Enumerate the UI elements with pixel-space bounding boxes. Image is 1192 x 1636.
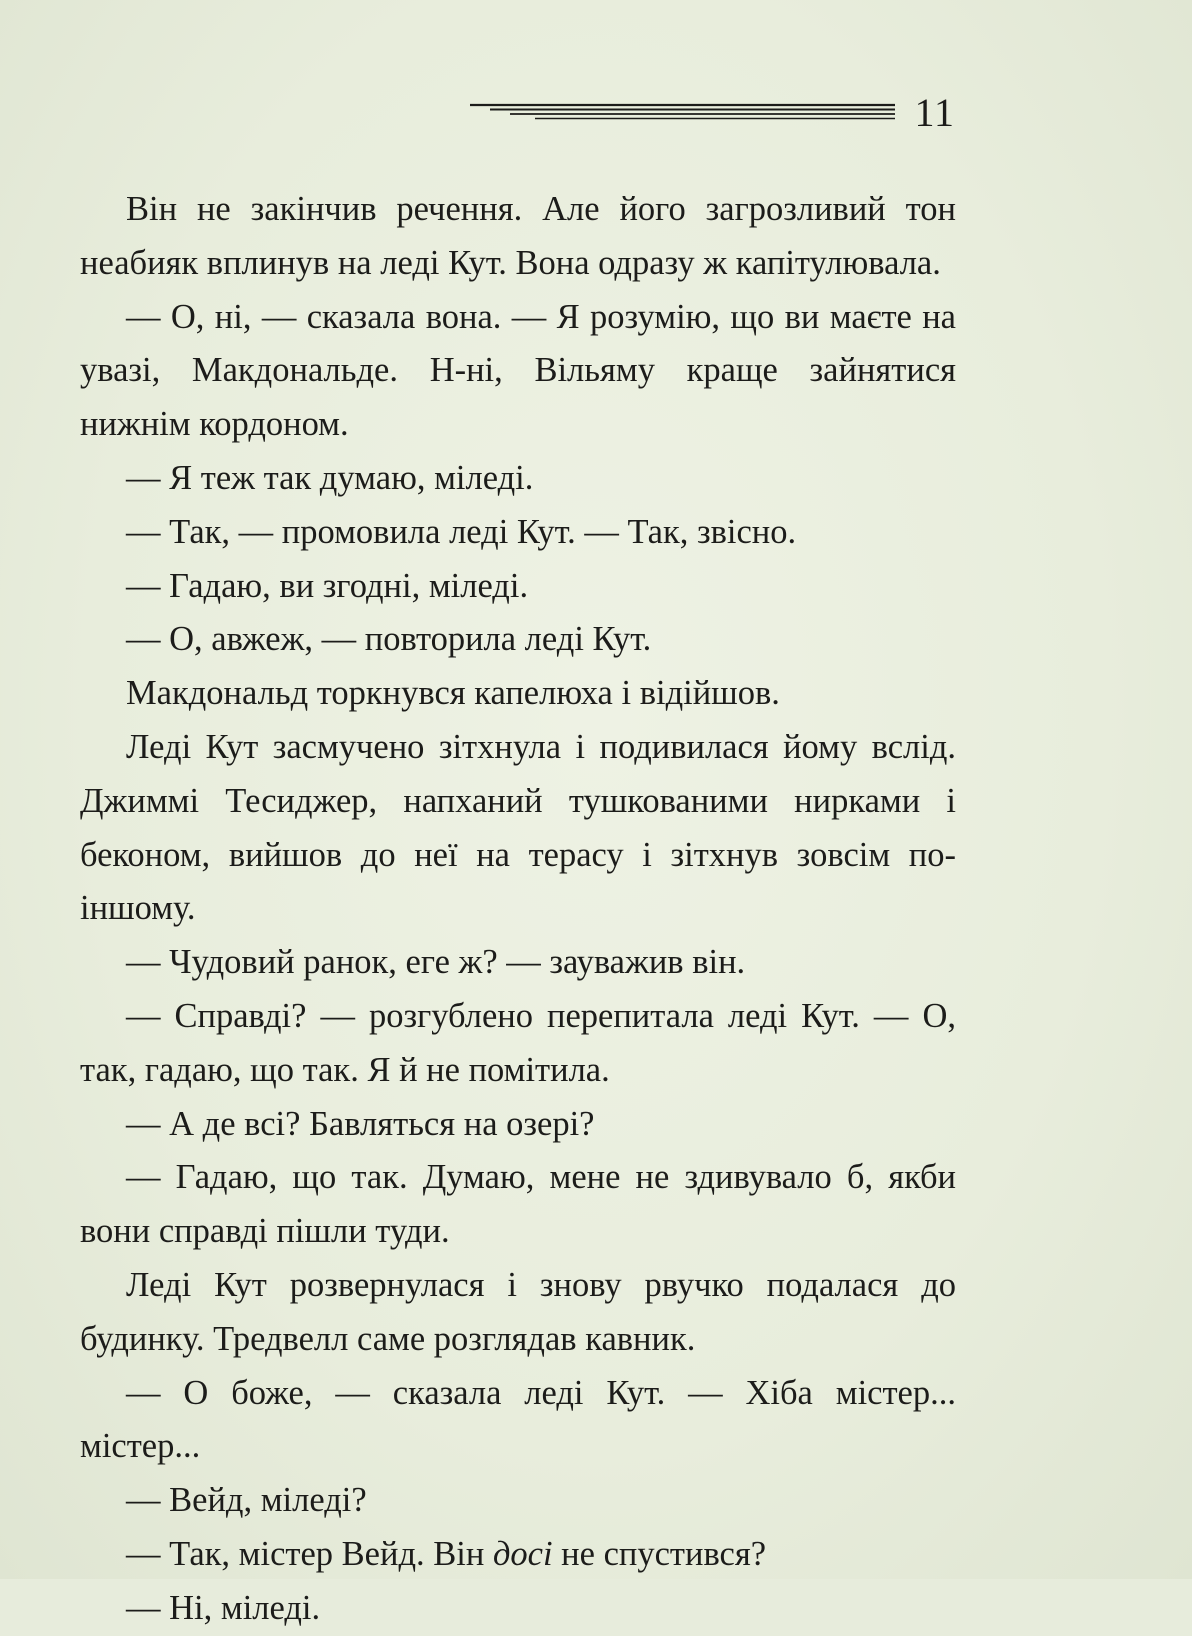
paragraph: — Гадаю, що так. Думаю, мене не здивувало б, якби вони справді пішли туди.	[80, 1158, 956, 1251]
paragraph: — О, ні, — сказала вона. — Я розумію, що ви маєте на увазі, Макдональде. Н-ні, Вільяму краще зайнятися нижнім кордоном.	[80, 297, 956, 444]
paragraph: — Ні, міледі.	[126, 1588, 321, 1627]
paragraph: — Так, — промовила леді Кут. — Так, звісно.	[126, 512, 797, 551]
paragraph: — А де всі? Бавляться на озері?	[126, 1104, 595, 1143]
paragraph: — Чудовий ранок, еге ж? — зауважив він.	[126, 943, 746, 982]
text-run: не спустився?	[552, 1534, 767, 1573]
page-number: 11	[914, 90, 955, 135]
paragraph: — О боже, — сказала леді Кут. — Хіба містер... містер...	[80, 1373, 956, 1466]
paragraph: — Справді? — розгублено перепитала леді Кут. — О, так, гадаю, що так. Я й не помітила.	[80, 996, 956, 1089]
paragraph: — Я теж так думаю, міледі.	[126, 458, 534, 497]
text-run: — Так, містер Вейд. Він	[126, 1534, 493, 1573]
emphasized-word: досі	[492, 1534, 553, 1573]
paragraph: Макдональд торкнувся капелюха і відійшов.	[126, 674, 780, 713]
paragraph: — Гадаю, ви згодні, міледі.	[126, 566, 529, 605]
paragraph-with-emphasis	[80, 1528, 956, 1582]
paragraph: — Вейд, міледі?	[126, 1481, 367, 1520]
paragraph: — О, авжеж, — повторила леді Кут.	[126, 620, 652, 659]
paragraph: Він не закінчив речення. Але його загрозливий тон неабияк вплинув на леді Кут. Вона одразу ж капітулювала.	[80, 190, 956, 282]
running-header	[470, 88, 955, 138]
paragraph: Леді Кут розвернулася і знову рвучко подалася до будинку. Тредвелл саме розглядав кавник.	[80, 1265, 956, 1358]
paragraph: Леді Кут засмучено зітхнула і подивилася йому вслід. Джиммі Тесиджер, напханий тушкованими нирками і беконом, вийшов до неї на терасу і зітхнув зовсім по-іншому.	[80, 727, 956, 928]
body-text	[80, 183, 956, 1636]
header-rules-ornament	[470, 102, 895, 122]
